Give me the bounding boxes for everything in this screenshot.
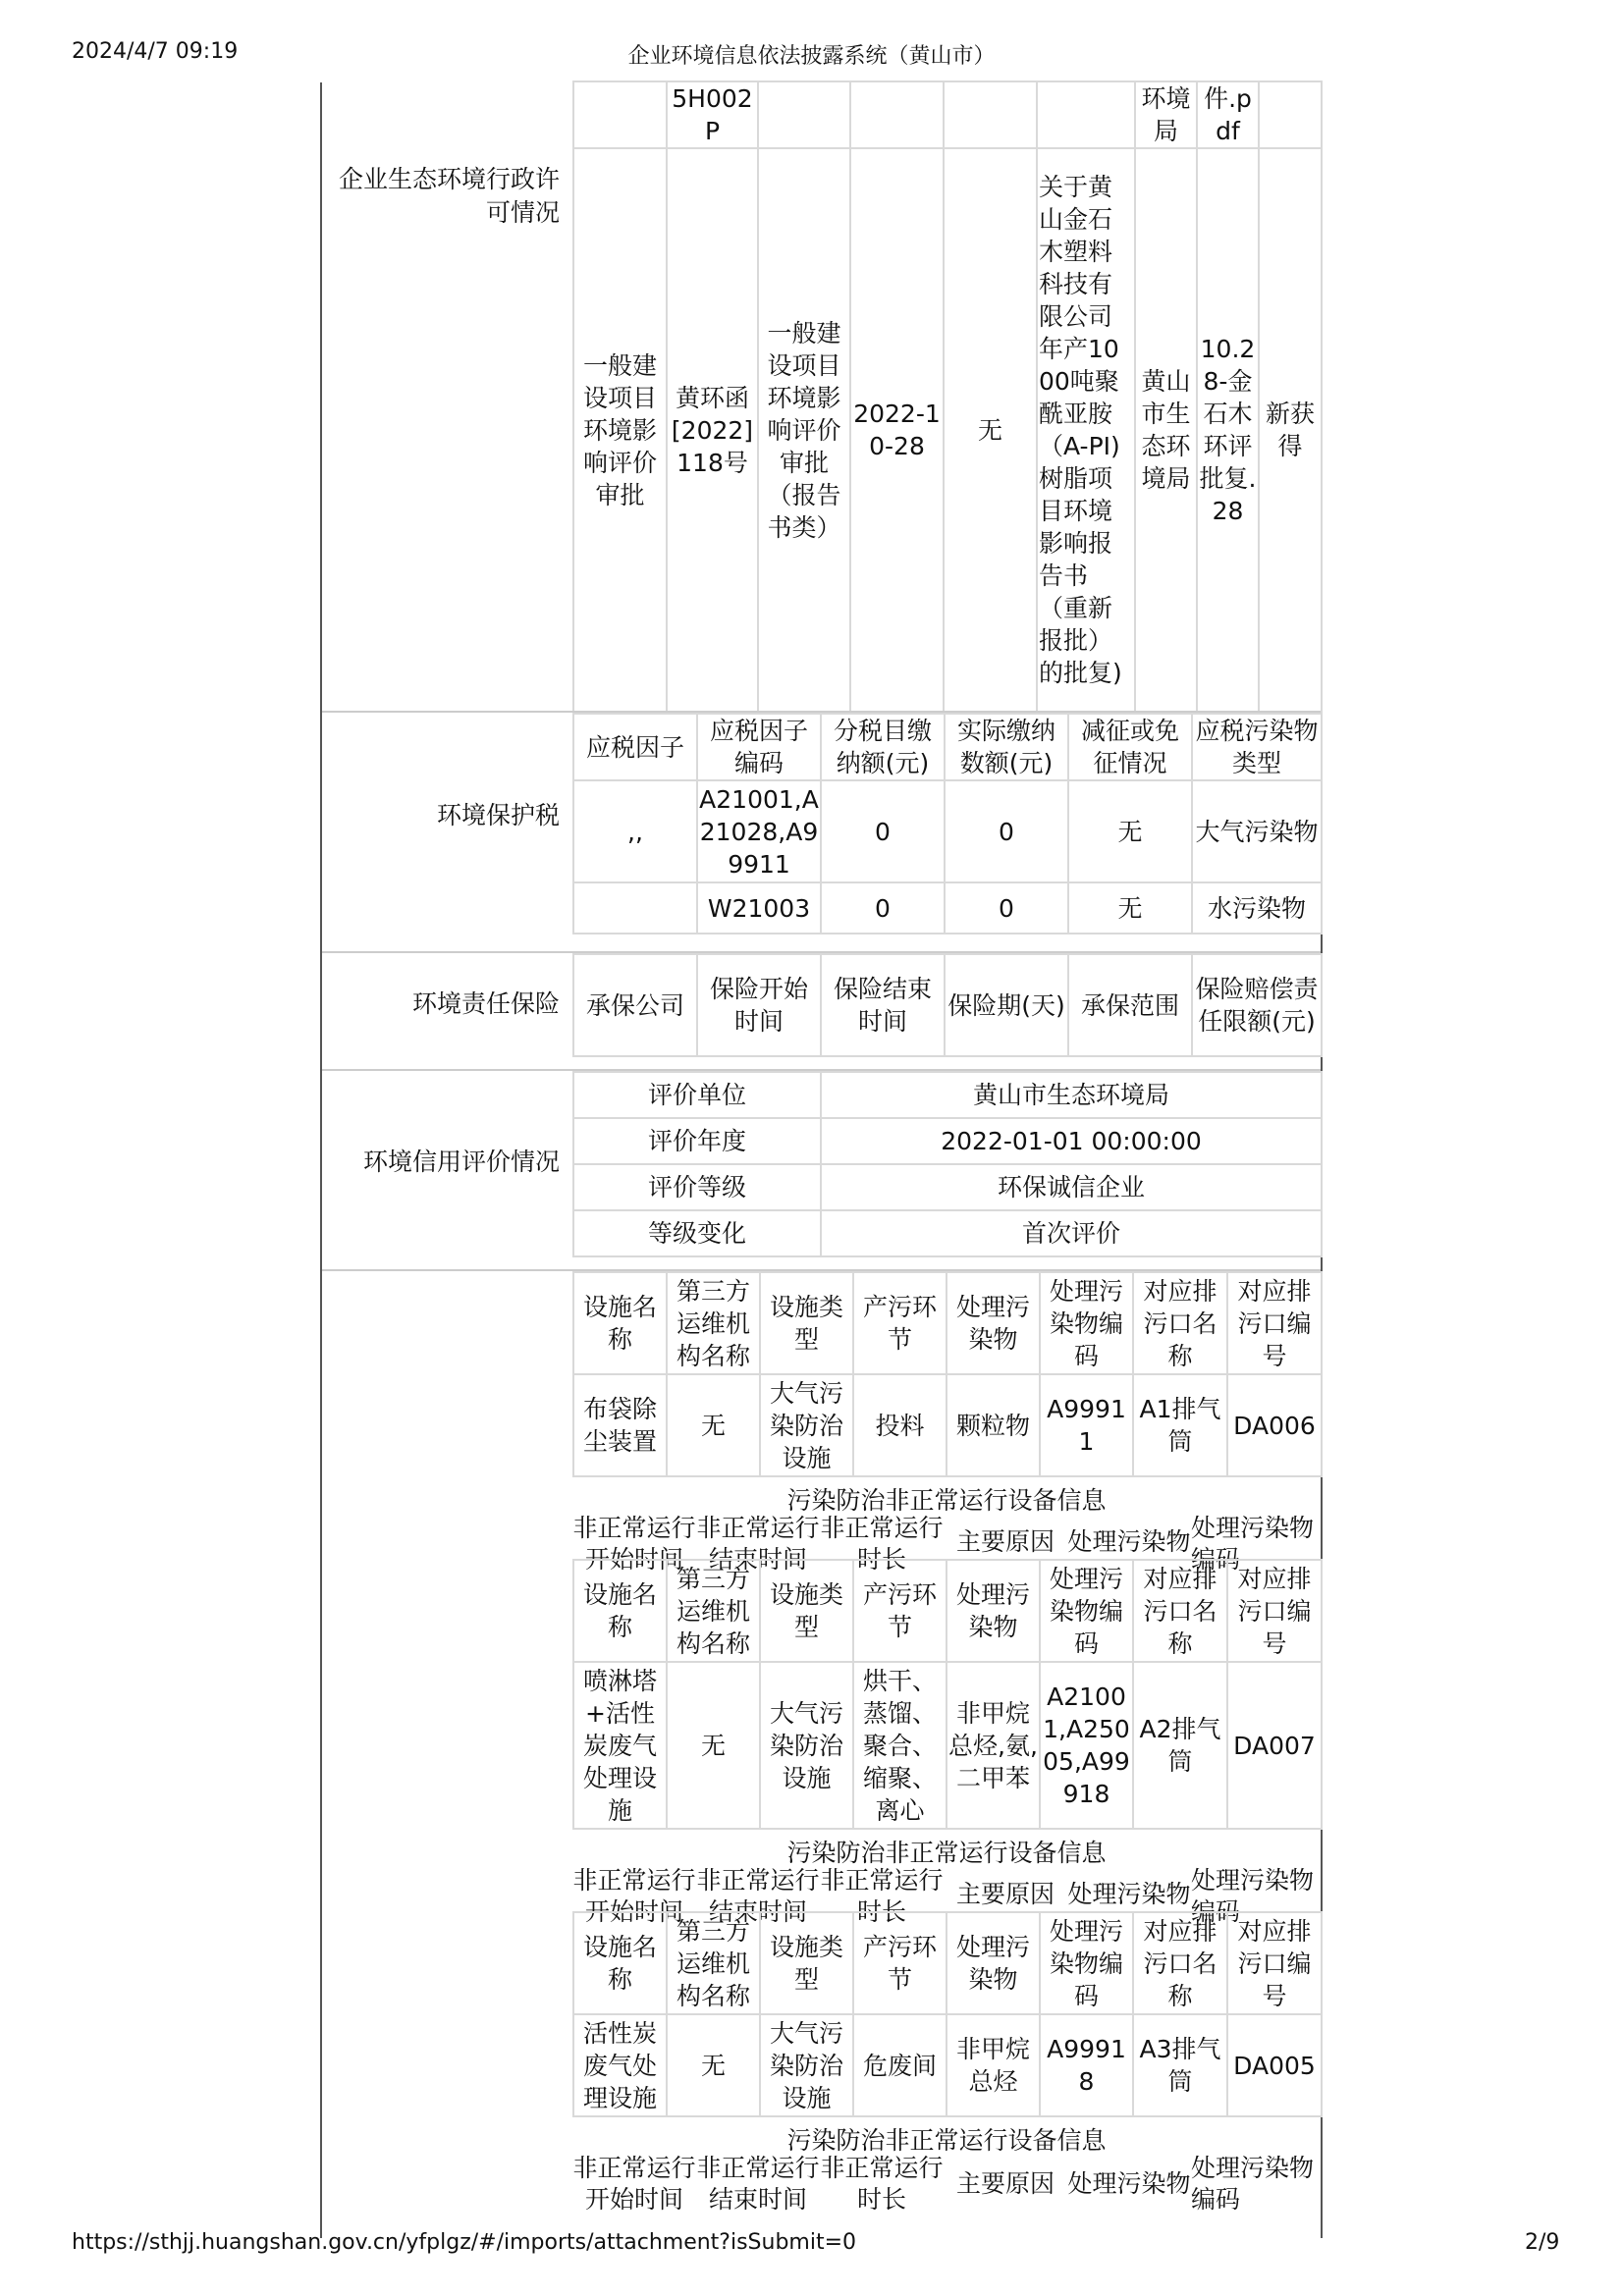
fh-name: 设施名称 (573, 1560, 667, 1662)
insurance-section (322, 951, 1321, 1057)
permit-doc-no: 黄环函[2022]118号 (667, 148, 758, 712)
tax-code: A21001,A21028,A99911 (697, 780, 821, 882)
page-url: https://sthjj.huangshan.gov.cn/yfplgz/#/imports/attachment?isSubmit=0 (72, 2230, 857, 2255)
fh-code: 处理污染物编码 (1040, 1560, 1133, 1662)
tax-reduction: 无 (1068, 882, 1192, 934)
tax-section (322, 711, 1321, 940)
facility-outlet-no: DA006 (1227, 1374, 1322, 1476)
facility-table (572, 1271, 1323, 1477)
facility-pollutant: 颗粒物 (947, 1374, 1040, 1476)
table-row (573, 1374, 1322, 1476)
tax-header-code: 应税因子编码 (697, 714, 821, 780)
fh-type: 设施类型 (760, 1272, 853, 1374)
fh-stage: 产污环节 (853, 1912, 947, 2014)
facility-name: 活性炭废气处理设施 (573, 2014, 667, 2116)
facility-code: A99911 (1040, 1374, 1133, 1476)
fh-outlet-no: 对应排污口编号 (1227, 1560, 1322, 1662)
facility-name: 布袋除尘装置 (573, 1374, 667, 1476)
facility-outlet-name: A2排气筒 (1133, 1662, 1227, 1829)
prev-code: 5H002P (667, 81, 758, 148)
insurance-header-company: 承保公司 (573, 954, 697, 1056)
facility-outlet-name: A3排气筒 (1133, 2014, 1227, 2116)
facility-code: A21001,A25005,A99918 (1040, 1662, 1133, 1829)
fh-pollutant: 处理污染物 (947, 1272, 1040, 1374)
tax-header-paid: 实际缴纳数额(元) (945, 714, 1068, 780)
credit-key: 评价等级 (573, 1164, 821, 1210)
ah-code: 处理污染物编码 (1191, 1866, 1315, 1924)
facility-header-row (573, 1272, 1322, 1374)
tax-header-amount: 分税目缴纳额(元) (821, 714, 945, 780)
facility-operator: 无 (667, 2014, 760, 2116)
permit-file: 10.28-金石木环评批复.28 (1197, 148, 1259, 712)
insurance-header-start: 保险开始时间 (697, 954, 821, 1056)
credit-value: 环保诚信企业 (821, 1164, 1322, 1210)
tax-factor: ,, (573, 780, 697, 882)
table-row (573, 882, 1322, 934)
abnormal-caption: 污染防治非正常运行设备信息 (786, 1839, 1107, 1867)
ah-code: 处理污染物编码 (1191, 1514, 1315, 1572)
fh-pollutant: 处理污染物 (947, 1560, 1040, 1662)
permit-row (573, 148, 1322, 712)
insurance-header-end: 保险结束时间 (821, 954, 945, 1056)
permit-category: 一般建设项目环境影响评价审批（报告书类） (758, 148, 850, 712)
fh-code: 处理污染物编码 (1040, 1912, 1133, 2014)
fh-type: 设施类型 (760, 1912, 853, 2014)
ah-end: 非正常运行结束时间 (696, 2154, 820, 2214)
page-number: 2/9 (1525, 2230, 1560, 2255)
facility-pollutant: 非甲烷总烃 (947, 2014, 1040, 2116)
page-title: 企业环境信息依法披露系统（黄山市） (627, 44, 996, 69)
ah-pollutant: 处理污染物 (1067, 2169, 1191, 2198)
facility-type: 大气污染防治设施 (760, 2014, 853, 2116)
facility-header-row (573, 1560, 1322, 1662)
fh-operator: 第三方运维机构名称 (667, 1912, 760, 2014)
table-row (573, 1662, 1322, 1829)
facility-type: 大气污染防治设施 (760, 1374, 853, 1476)
fh-name: 设施名称 (573, 1912, 667, 2014)
facility-table (572, 1559, 1323, 1830)
tax-paid: 0 (945, 882, 1068, 934)
facility-outlet-no: DA007 (1227, 1662, 1322, 1829)
facility-stage: 危废间 (853, 2014, 947, 2116)
insurance-header-scope: 承保范围 (1068, 954, 1192, 1056)
fh-outlet-no: 对应排污口编号 (1227, 1912, 1322, 2014)
fh-stage: 产污环节 (853, 1272, 947, 1374)
credit-key: 评价单位 (573, 1072, 821, 1118)
print-datetime: 2024/4/7 09:19 (72, 39, 239, 64)
insurance-table (572, 953, 1323, 1057)
table-row (573, 1164, 1322, 1210)
tax-code: W21003 (697, 882, 821, 934)
table-row (573, 2014, 1322, 2116)
facility-name: 喷淋塔+活性炭废气处理设施 (573, 1662, 667, 1829)
fh-operator: 第三方运维机构名称 (667, 1272, 760, 1374)
document-frame (320, 82, 1323, 2238)
facility-operator: 无 (667, 1662, 760, 1829)
tax-section-label: 环境保护税 (436, 801, 560, 829)
prev-cell (758, 81, 850, 148)
tax-type: 水污染物 (1192, 882, 1322, 934)
table-row (573, 780, 1322, 882)
prev-file: 件.pdf (1197, 81, 1259, 148)
permit-section-label: 企业生态环境行政许可情况 (338, 165, 560, 227)
table-row (573, 1072, 1322, 1118)
permit-validity: 无 (944, 148, 1037, 712)
credit-table (572, 1071, 1323, 1257)
credit-value: 首次评价 (821, 1210, 1322, 1256)
ah-code: 处理污染物编码 (1191, 2154, 1315, 2214)
permit-date: 2022-10-28 (850, 148, 944, 712)
permit-type: 一般建设项目环境影响评价审批 (573, 148, 667, 712)
ah-end: 非正常运行结束时间 (696, 1866, 820, 1924)
credit-value: 黄山市生态环境局 (821, 1072, 1322, 1118)
permit-row-prev (573, 81, 1322, 148)
credit-section-label: 环境信用评价情况 (362, 1148, 560, 1176)
tax-amount: 0 (821, 882, 945, 934)
facility-stage: 投料 (853, 1374, 947, 1476)
tax-factor (573, 882, 697, 934)
permit-status: 新获得 (1259, 148, 1322, 712)
facility-pollutant: 非甲烷总烃,氨,二甲苯 (947, 1662, 1040, 1829)
tax-amount: 0 (821, 780, 945, 882)
abnormal-caption: 污染防治非正常运行设备信息 (786, 1486, 1107, 1515)
ah-duration: 非正常运行时长 (820, 2154, 944, 2214)
credit-key: 评价年度 (573, 1118, 821, 1164)
tax-type: 大气污染物 (1192, 780, 1322, 882)
fh-outlet-name: 对应排污口名称 (1133, 1912, 1227, 2014)
ah-end: 非正常运行结束时间 (696, 1514, 820, 1572)
facility-operator: 无 (667, 1374, 760, 1476)
prev-org: 环境局 (1135, 81, 1197, 148)
tax-header-row (573, 714, 1322, 780)
ah-reason: 主要原因 (955, 1527, 1055, 1556)
fh-stage: 产污环节 (853, 1560, 947, 1662)
facility-header-row (573, 1912, 1322, 2014)
fh-name: 设施名称 (573, 1272, 667, 1374)
facilities-section (322, 1269, 1321, 2240)
facility-type: 大气污染防治设施 (760, 1662, 853, 1829)
credit-value: 2022-01-01 00:00:00 (821, 1118, 1322, 1164)
facility-outlet-name: A1排气筒 (1133, 1374, 1227, 1476)
tax-table (572, 713, 1323, 934)
facility-code: A99918 (1040, 2014, 1133, 2116)
fh-pollutant: 处理污染物 (947, 1912, 1040, 2014)
permit-section (322, 82, 1321, 693)
table-row (573, 1210, 1322, 1256)
permit-content: 关于黄山金石木塑料科技有限公司年产1000吨聚酰亚胺（A-PI)树脂项目环境影响报告书（重新报批）的批复) (1037, 148, 1135, 712)
ah-start: 非正常运行开始时间 (572, 2154, 696, 2214)
tax-paid: 0 (945, 780, 1068, 882)
ah-reason: 主要原因 (955, 1880, 1055, 1908)
ah-start: 非正常运行开始时间 (572, 1866, 696, 1924)
ah-duration: 非正常运行时长 (820, 1514, 944, 1572)
facility-outlet-no: DA005 (1227, 2014, 1322, 2116)
permit-org: 黄山市生态环境局 (1135, 148, 1197, 712)
abnormal-caption: 污染防治非正常运行设备信息 (786, 2126, 1107, 2155)
ah-pollutant: 处理污染物 (1067, 1880, 1191, 1908)
facility-stage: 烘干、蒸馏、聚合、缩聚、离心 (853, 1662, 947, 1829)
prev-cell (573, 81, 667, 148)
insurance-header-row (573, 954, 1322, 1056)
prev-cell (1259, 81, 1322, 148)
tax-header-type: 应税污染物类型 (1192, 714, 1322, 780)
tax-reduction: 无 (1068, 780, 1192, 882)
prev-cell (850, 81, 944, 148)
insurance-header-limit: 保险赔偿责任限额(元) (1192, 954, 1322, 1056)
prev-cell (1037, 81, 1135, 148)
ah-reason: 主要原因 (955, 2169, 1055, 2198)
prev-cell (944, 81, 1037, 148)
credit-section (322, 1069, 1321, 1257)
fh-outlet-no: 对应排污口编号 (1227, 1272, 1322, 1374)
abnormal-header-row (572, 2153, 1321, 2221)
fh-operator: 第三方运维机构名称 (667, 1560, 760, 1662)
ah-start: 非正常运行开始时间 (572, 1514, 696, 1572)
fh-outlet-name: 对应排污口名称 (1133, 1560, 1227, 1662)
facility-table (572, 1911, 1323, 2117)
tax-header-factor: 应税因子 (573, 714, 697, 780)
insurance-section-label: 环境责任保险 (411, 989, 560, 1018)
ah-pollutant: 处理污染物 (1067, 1527, 1191, 1556)
table-row (573, 1118, 1322, 1164)
fh-type: 设施类型 (760, 1560, 853, 1662)
ah-duration: 非正常运行时长 (820, 1866, 944, 1924)
insurance-header-period: 保险期(天) (945, 954, 1068, 1056)
fh-outlet-name: 对应排污口名称 (1133, 1272, 1227, 1374)
credit-key: 等级变化 (573, 1210, 821, 1256)
fh-code: 处理污染物编码 (1040, 1272, 1133, 1374)
tax-header-reduction: 减征或免征情况 (1068, 714, 1192, 780)
permit-table (572, 80, 1323, 713)
